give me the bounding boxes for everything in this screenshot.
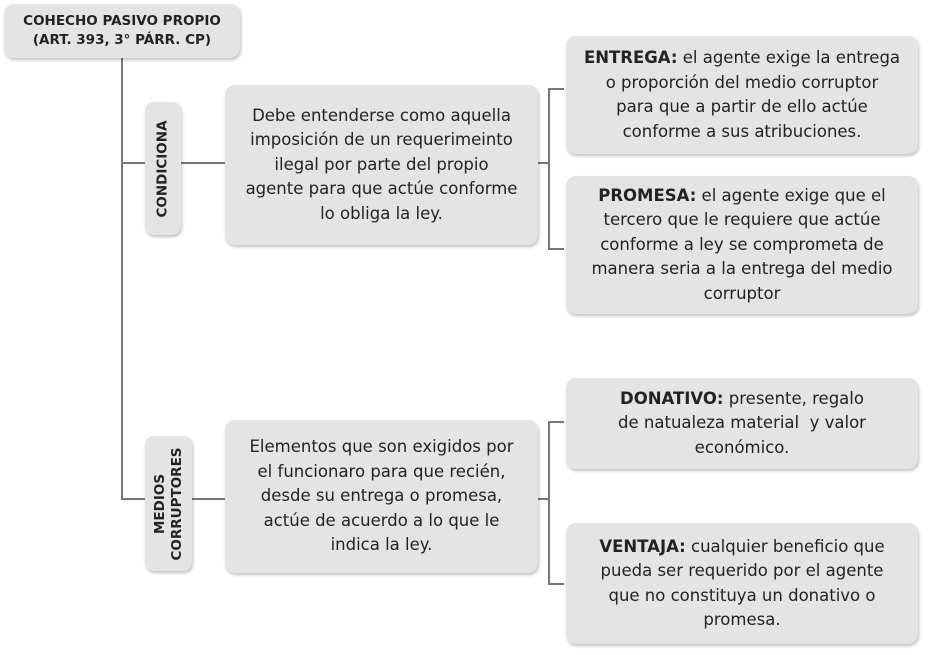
condiciona-description-line: imposición de un requerimeinto bbox=[250, 130, 513, 150]
connector-medios-description bbox=[192, 498, 225, 500]
entrega-line: conforme a sus atribuciones. bbox=[622, 121, 862, 141]
condiciona-description-line: lo obliga la ley. bbox=[320, 203, 443, 223]
donativo-line: de natualeza material y valor bbox=[618, 413, 866, 433]
entrega-box bbox=[566, 36, 918, 154]
condiciona-description-line: ilegal por parte del propio bbox=[274, 154, 489, 174]
entrega-line: el agente exige la entrega bbox=[677, 48, 901, 67]
title-line-1: COHECHO PASIVO PROPIO bbox=[23, 13, 221, 29]
donativo-box bbox=[566, 378, 918, 469]
promesa-line: corruptor bbox=[703, 283, 781, 303]
connector-condiciona-description bbox=[181, 162, 226, 164]
medios-description-box bbox=[225, 420, 538, 573]
ventaja-box bbox=[566, 523, 918, 644]
promesa-box bbox=[566, 176, 918, 314]
medios-description-line: el funcionaro para que recién, bbox=[257, 461, 506, 481]
title-line-2: (ART. 393, 3° PÁRR. CP) bbox=[32, 32, 212, 48]
entrega-term: ENTREGA: bbox=[583, 48, 678, 67]
branch-line-condiciona bbox=[121, 162, 145, 164]
medios-description-line: desde su entrega o promesa, bbox=[260, 486, 503, 506]
entrega-line: o proporción del medio corruptor bbox=[605, 72, 879, 92]
donativo-line: económico. bbox=[694, 437, 790, 457]
ventaja-line: pueda ser requerido por el agente bbox=[600, 561, 884, 580]
medios-description-line: indica la ley. bbox=[330, 535, 433, 555]
bracket-medios-bottom bbox=[548, 583, 564, 585]
entrega-line: para que a partir de ello actúe bbox=[616, 97, 868, 116]
promesa-term: PROMESA: bbox=[598, 185, 697, 205]
diagram-title-box bbox=[4, 4, 240, 58]
promesa-line: conforme a ley se comprometa de bbox=[600, 234, 884, 254]
ventaja-line: cualquier beneficio que bbox=[685, 536, 885, 556]
medios-label-line-2: CORRUPTORES bbox=[168, 446, 185, 561]
medios-corruptores-label-box bbox=[145, 436, 192, 571]
condiciona-description-line: agente para que actúe conforme bbox=[245, 179, 518, 199]
ventaja-line: promesa. bbox=[703, 610, 781, 629]
ventaja-term: VENTAJA: bbox=[599, 536, 686, 556]
condiciona-label: CONDICIONA bbox=[154, 119, 171, 218]
branch-line-medios bbox=[121, 498, 145, 500]
medios-description-line: Elementos que son exigidos por bbox=[249, 437, 514, 457]
bracket-medios-top bbox=[548, 421, 564, 423]
condiciona-label-box bbox=[145, 102, 181, 235]
condiciona-description-box bbox=[225, 85, 538, 245]
bracket-condiciona-vertical bbox=[548, 88, 550, 250]
donativo-term: DONATIVO: bbox=[620, 388, 724, 408]
medios-description-line: actúe de acuerdo a lo que le bbox=[263, 510, 500, 530]
medios-label-line-1: MEDIOS bbox=[151, 473, 168, 534]
medios-corruptores-label bbox=[152, 447, 186, 560]
bracket-medios-vertical bbox=[548, 421, 550, 585]
main-trunk-line bbox=[121, 58, 123, 500]
promesa-line: manera seria a la entrega del medio bbox=[591, 259, 893, 279]
condiciona-description-line: Debe entenderse como aquella bbox=[252, 105, 511, 125]
promesa-line: tercero que le requiere que actúe bbox=[603, 210, 881, 230]
donativo-line: presente, regalo bbox=[723, 388, 864, 408]
promesa-line: el agente exige que el bbox=[696, 185, 886, 205]
ventaja-line: que no constituya un donativo o bbox=[608, 585, 876, 605]
bracket-condiciona-top bbox=[548, 88, 564, 90]
bracket-condiciona-bottom bbox=[548, 248, 564, 250]
